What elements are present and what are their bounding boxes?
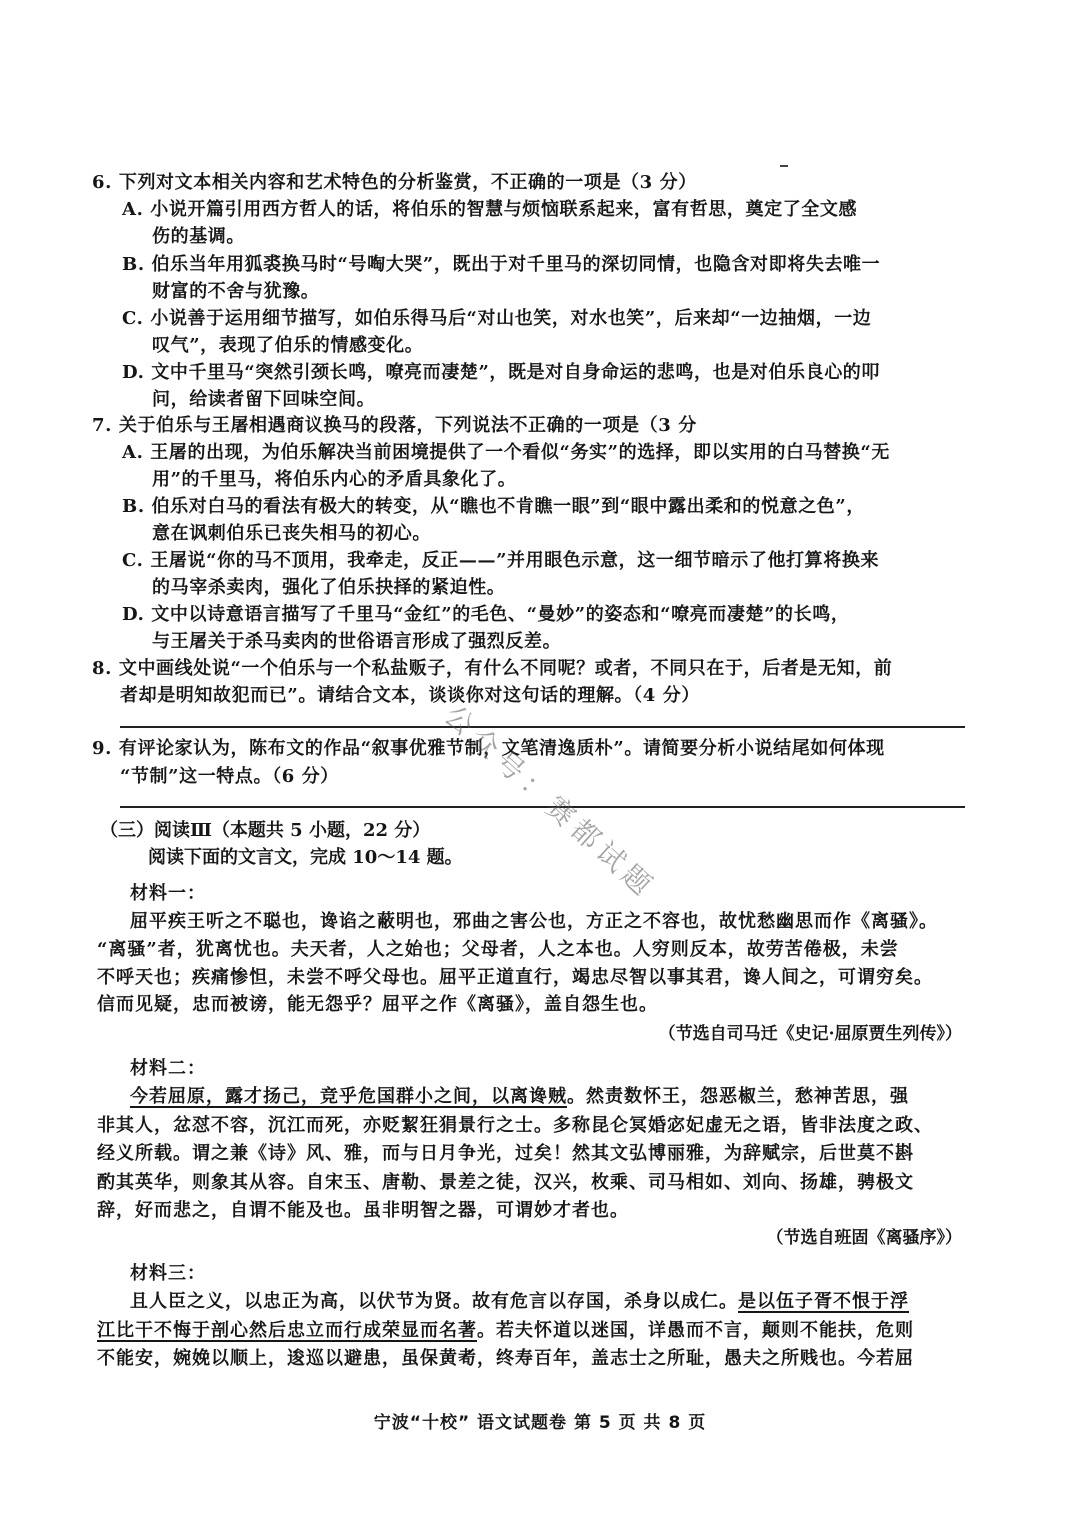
material-3-label: 材料三： bbox=[130, 1263, 206, 1284]
q9-answer-line bbox=[120, 806, 965, 808]
material-1-line-1: 屈平疾王听之不聪也，谗谄之蔽明也，邪曲之害公也，方正之不容也，故忧愁幽思而作《离骚》。 bbox=[130, 911, 938, 932]
material-1-line-2: “离骚”者，犹离忧也。夫天者，人之始也；父母者，人之本也。人穷则反本，故劳苦倦极，未尝 bbox=[97, 939, 899, 960]
material-2-underlined-sentence: 今若屈原，露才扬己，竞乎危国群小之间，以离谗贼 bbox=[130, 1086, 567, 1107]
material-1-source: （节选自司马迁《史记·屈原贾生列传》） bbox=[658, 1024, 962, 1044]
question-9-line2: “节制”这一特点。（6 分） bbox=[120, 766, 339, 787]
material-1-label: 材料一： bbox=[130, 883, 206, 904]
q6-option-a-line1: A. 小说开篇引用西方哲人的话，将伯乐的智慧与烦恼联系起来，富有哲思，奠定了全文感 bbox=[122, 199, 858, 220]
material-3-underlined-end: 江比干不悔于剖心然后忠立而行成荣显而名著 bbox=[97, 1320, 477, 1341]
question-8-line2: 者却是明知故犯而已”。请结合文本，谈谈你对这句话的理解。（4 分） bbox=[120, 685, 700, 706]
q6-option-c-line2: 叹气”，表现了伯乐的情感变化。 bbox=[152, 335, 424, 356]
section-3-instruction: 阅读下面的文言文，完成 10～14 题。 bbox=[148, 847, 463, 868]
q6-option-b-line2: 财富的不舍与犹豫。 bbox=[152, 281, 320, 302]
page-footer: 宁波“十校” 语文试题卷 第 5 页 共 8 页 bbox=[373, 1413, 707, 1433]
material-2-line-4: 酌其英华，则象其从容。自宋玉、唐勒、景差之徒，汉兴，枚乘、司马相如、刘向、扬雄，骋极文 bbox=[97, 1172, 914, 1193]
material-1-line-4: 信而见疑，忠而被谤，能无怨乎？屈平之作《离骚》，盖自怨生也。 bbox=[97, 994, 658, 1015]
material-3-line-2-rest: 。若夫怀道以迷国，详愚而不言，颠则不能扶，危则 bbox=[477, 1320, 914, 1341]
stray-mark bbox=[780, 165, 788, 167]
q6-option-d-line1: D. 文中千里马“突然引颈长鸣，嘹亮而凄楚”，既是对自身命运的悲鸣，也是对伯乐良心的叩 bbox=[122, 362, 881, 383]
q7-option-c-line1: C. 王屠说“你的马不顶用，我牵走，反正——”并用眼色示意，这一细节暗示了他打算将换来 bbox=[122, 550, 880, 571]
q7-option-a-line2: 用”的千里马，将伯乐内心的矛盾具象化了。 bbox=[152, 469, 517, 490]
section-3-heading: （三）阅读Ⅲ（本题共 5 小题，22 分） bbox=[100, 820, 431, 841]
q7-option-b-line2: 意在讽刺伯乐已丧失相马的初心。 bbox=[152, 523, 431, 544]
material-2-line-3: 经义所载。谓之兼《诗》风、雅，而与日月争光，过矣！然其文弘博丽雅，为辞赋宗，后世莫不斟 bbox=[97, 1143, 914, 1164]
q6-option-a-line2: 伤的基调。 bbox=[152, 226, 245, 247]
material-2-line-1-rest: 。然责数怀王，怨恶椒兰，愁神苦思，强 bbox=[567, 1086, 909, 1107]
q7-option-c-line2: 的马宰杀卖肉，强化了伯乐抉择的紧迫性。 bbox=[152, 577, 506, 598]
question-6-title: 6. 下列对文本相关内容和艺术特色的分析鉴赏，不正确的一项是（3 分） bbox=[92, 172, 697, 193]
material-3-line-1 bbox=[130, 1287, 965, 1313]
material-3-line-3: 不能安，婉娩以顺上，逡巡以避患，虽保黄耇，终寿百年，盖志士之所耻，愚夫之所贱也。今若屈 bbox=[97, 1348, 914, 1369]
material-2-label: 材料二： bbox=[130, 1058, 206, 1079]
q6-option-c-line1: C. 小说善于运用细节描写，如伯乐得马后“对山也笑，对水也笑”，后来却“一边抽烟，一边 bbox=[122, 308, 872, 329]
material-2-line-1 bbox=[130, 1082, 965, 1108]
q8-answer-line bbox=[120, 726, 965, 728]
material-2-source: （节选自班固《离骚序》） bbox=[766, 1228, 962, 1248]
material-1-line-3: 不呼天也；疾痛惨怛，未尝不呼父母也。屈平正道直行，竭忠尽智以事其君，谗人间之，可谓穷矣。 bbox=[97, 967, 933, 988]
q7-option-d-line1: D. 文中以诗意语言描写了千里马“金红”的毛色、“曼妙”的姿态和“嘹亮而凄楚”的长鸣， bbox=[122, 604, 850, 625]
question-7-title: 7. 关于伯乐与王屠相遇商议换马的段落，下列说法不正确的一项是（3 分 bbox=[92, 415, 697, 436]
material-2-line-5: 辞，好而悲之，自谓不能及也。虽非明智之器，可谓妙才者也。 bbox=[97, 1200, 629, 1221]
material-3-underlined-start: 是以伍子胥不恨于浮 bbox=[738, 1291, 909, 1312]
question-8-line1: 8. 文中画线处说“一个伯乐与一个私盐贩子，有什么不同呢？或者，不同只在于，后者是无知，前 bbox=[92, 658, 893, 679]
material-3-line-2 bbox=[97, 1316, 965, 1342]
question-9-line1: 9. 有评论家认为，陈布文的作品“叙事优雅节制，文笔清逸质朴”。请简要分析小说结尾如何体现 bbox=[92, 738, 885, 759]
q7-option-b-line1: B. 伯乐对白马的看法有极大的转变，从“瞧也不肯瞧一眼”到“眼中露出柔和的悦意之色”， bbox=[122, 496, 865, 517]
q7-option-d-line2: 与王屠关于杀马卖肉的世俗语言形成了强烈反差。 bbox=[152, 631, 562, 652]
q7-option-a-line1: A. 王屠的出现，为伯乐解决当前困境提供了一个看似“务实”的选择，即以实用的白马替换“无 bbox=[122, 442, 890, 463]
material-2-line-2: 非其人，忿怼不容，沉江而死，亦贬絜狂狷景行之士。多称昆仑冥婚宓妃虚无之语，皆非法度之政、 bbox=[97, 1115, 933, 1136]
watermark: 公众号：赛都试题 bbox=[437, 698, 663, 906]
q6-option-b-line1: B. 伯乐当年用狐裘换马时“号啕大哭”，既出于对千里马的深切同情，也隐含对即将失去唯一 bbox=[122, 254, 881, 275]
q6-option-d-line2: 问，给读者留下回味空间。 bbox=[152, 389, 376, 410]
material-3-line-1-plain: 且人臣之义，以忠正为高，以伏节为贤。故有危言以存国，杀身以成仁。 bbox=[130, 1291, 738, 1312]
